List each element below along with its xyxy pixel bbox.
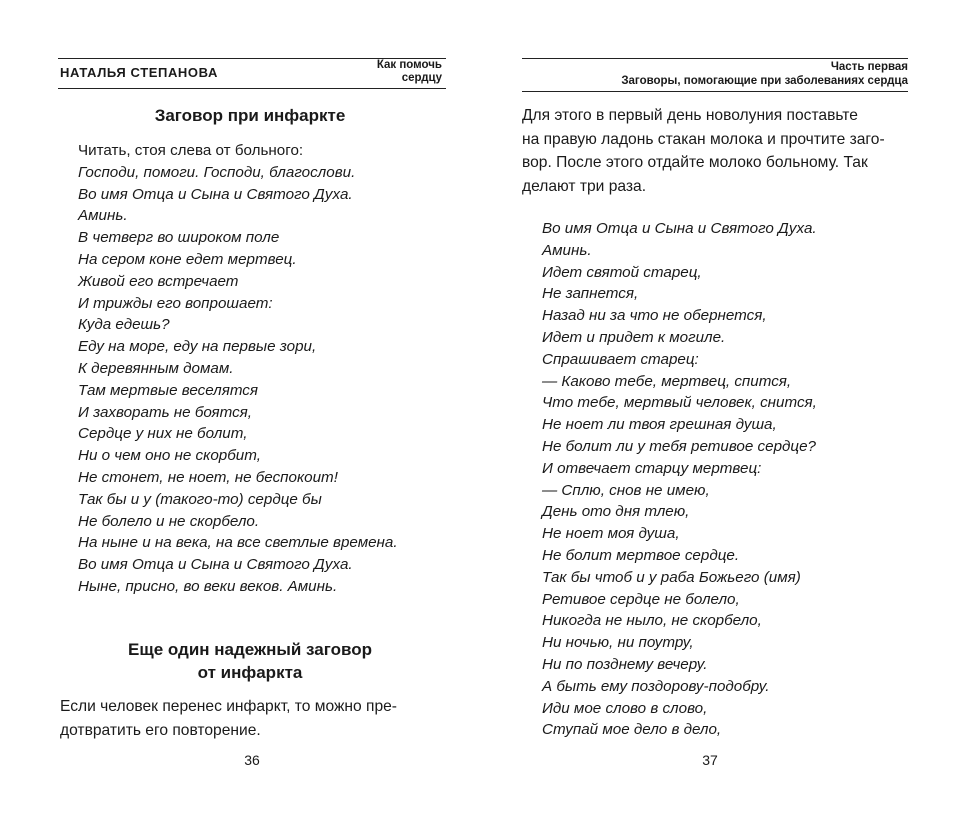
spell-line: Ныне, присно, во веки веков. Аминь. [78,577,338,595]
spell-line: Иди мое слово в слово, [542,699,708,717]
spell-line: На сером коне едет мертвец. [78,250,297,268]
spell-line: А быть ему поздорову-подобру. [542,677,770,695]
section-title-line1: Еще один надежный заговор [128,640,372,659]
spell-line: И отвечает старцу мертвец: [542,459,762,477]
spell-line: День ото дня тлею, [542,503,690,521]
spell-line: Что тебе, мертвый человек, снится, [542,394,817,412]
running-head-title-line2: сердцу [401,72,442,84]
spell-line: Ни по позднему вечеру. [542,655,708,673]
spell-line: Во имя Отца и Сына и Святого Духа. [78,556,353,574]
spell-line: Так бы чтоб и у раба Божьего (имя) [542,568,801,586]
spell-line: Там мертвые веселятся [78,381,259,399]
spell-line: Во имя Отца и Сына и Святого Духа. [542,220,817,237]
header-top-rule [522,58,908,59]
spell-line: Не ноет ли твоя грешная душа, [542,416,777,434]
right-page [480,0,960,825]
prose-line: делают три раза. [522,177,647,195]
spell-line: Не болит мертвое сердце. [542,546,740,564]
spell-line: Аминь. [78,207,128,225]
running-head-title-line1: Как помочь [376,59,442,71]
spell-line: На ныне и на века, на все светлые времена. [78,534,398,552]
running-head-part: Часть первая [830,61,908,73]
spell-line: Не болело и не скорбело. [78,512,260,530]
spell-line: Еду на море, еду на первые зори, [78,338,317,356]
section-title-line2: от инфаркта [197,663,303,682]
spell-line: Назад ни за что не обернется, [542,307,767,325]
spell-line: Никогда не ныло, не скорбело, [542,612,762,630]
spell-line: Сердце у них не болит, [78,425,248,443]
spell-line: Так бы и у (такого-то) сердце бы [78,490,322,508]
running-head-title [377,59,442,85]
spell-text-right [542,218,817,741]
spell-line: Не болит ли у тебя ретивое сердце? [542,437,817,455]
prose-line: на правую ладонь стакан молока и прочтите заго- [522,130,885,148]
prose-line: Если человек перенес инфаркт, то можно пре- [60,698,397,715]
page-number-right: 37 [702,752,718,768]
section-title-reliable-spell [0,638,500,684]
spell-line: Не ноет моя душа, [542,525,680,543]
spell-line: Не стонет, не ноет, не беспокоит! [78,468,338,486]
spell-line: Не запнется, [542,285,639,303]
prose-line: дотвратить его повторение. [60,721,261,739]
spell-line: Аминь. [542,241,592,259]
prose-line: вор. После этого отдайте молоко больному. Так [522,154,868,172]
spell-line: Во имя Отца и Сына и Святого Духа. [78,185,353,203]
spell-text-left [78,162,398,598]
section-title-heart-attack: Заговор при инфаркте [154,106,346,125]
spell-line: Живой его встречает [78,272,239,290]
spell-line: Куда едешь? [78,316,170,334]
header-bottom-rule [58,88,446,89]
prose-right [522,104,885,198]
spell-line: И трижды его вопрошает: [78,294,273,312]
running-head-author: НАТАЛЬЯ СТЕПАНОВА [60,65,218,80]
prose-line: Для этого в первый день новолуния поставьте [522,107,858,124]
spell-line: Ретивое сердце не болело, [542,590,740,608]
spell-line: Идет святой старец, [542,263,702,281]
spell-line: И захворать не боятся, [78,403,253,421]
spell-line: Ни о чем оно не скорбит, [78,447,261,465]
running-head-chapter [621,60,908,88]
spell-line: Ни ночью, ни поутру, [542,634,694,652]
spell-line: Господи, помоги. Господи, благослови. [78,163,356,181]
spell-line: К деревянным домам. [78,359,234,377]
spell-line: В четверг во широком поле [78,229,280,247]
intro-text: Читать, стоя слева от больного: [78,142,304,159]
intro-line [78,140,303,162]
header-bottom-rule [522,91,908,92]
running-head-chapter-title: Заговоры, помогающие при заболеваниях сердца [621,75,908,87]
prose-left [60,695,397,742]
spell-line: Идет и придет к могиле. [542,328,726,346]
spell-line: Ступай мое дело в дело, [542,721,722,739]
spell-line: Спрашивает старец: [542,350,699,368]
spell-line: — Сплю, снов не имею, [542,481,710,499]
spell-line: — Каково тебе, мертвец, спится, [542,372,792,390]
page-number-left: 36 [244,752,260,768]
